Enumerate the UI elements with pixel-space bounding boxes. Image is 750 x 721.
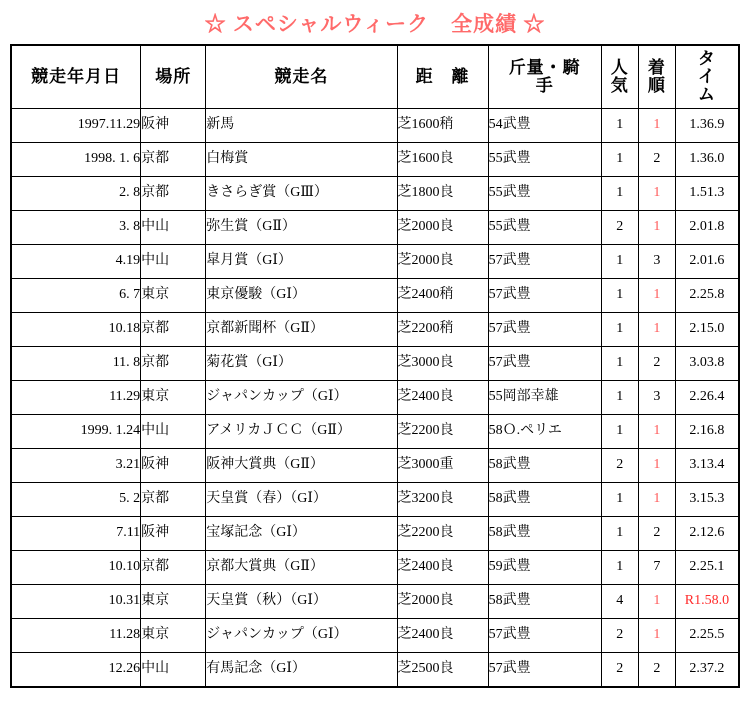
cell-finish: 2 <box>638 347 675 381</box>
cell-date: 11.28 <box>11 619 141 653</box>
table-row <box>11 483 739 517</box>
cell-race-name: 菊花賞（GⅠ） <box>206 347 397 381</box>
cell-time: 2.12.6 <box>675 517 739 551</box>
cell-finish: 1 <box>638 449 675 483</box>
cell-popularity: 1 <box>601 177 638 211</box>
cell-finish: 2 <box>638 653 675 687</box>
cell-distance: 芝2400稍 <box>397 279 488 313</box>
cell-race-name: きさらぎ賞（GⅢ） <box>206 177 397 211</box>
cell-place: 中山 <box>141 415 206 449</box>
cell-finish: 1 <box>638 279 675 313</box>
cell-distance: 芝2200稍 <box>397 313 488 347</box>
cell-popularity: 1 <box>601 381 638 415</box>
cell-place: 京都 <box>141 347 206 381</box>
cell-place: 京都 <box>141 313 206 347</box>
cell-time: 2.16.8 <box>675 415 739 449</box>
cell-place: 京都 <box>141 483 206 517</box>
cell-time: 2.25.5 <box>675 619 739 653</box>
cell-date: 7.11 <box>11 517 141 551</box>
cell-place: 中山 <box>141 653 206 687</box>
cell-place: 京都 <box>141 177 206 211</box>
cell-race-name: 阪神大賞典（GⅡ） <box>206 449 397 483</box>
cell-popularity: 1 <box>601 109 638 143</box>
popularity-char-1: 人 <box>610 58 629 78</box>
page-title: ☆ スペシャルウィーク 全成績 ☆ <box>204 12 546 36</box>
cell-weight-jockey: 59武豊 <box>488 551 601 585</box>
cell-finish: 3 <box>638 381 675 415</box>
finish-char-1: 着 <box>647 58 666 78</box>
cell-weight-jockey: 55岡部幸雄 <box>488 381 601 415</box>
cell-finish: 1 <box>638 619 675 653</box>
table-row <box>11 143 739 177</box>
cell-finish: 2 <box>638 517 675 551</box>
cell-popularity: 2 <box>601 619 638 653</box>
cell-weight-jockey: 58Ｏ.ペリエ <box>488 415 601 449</box>
cell-weight-jockey: 57武豊 <box>488 245 601 279</box>
column-header-date: 競走年月日 <box>11 45 141 109</box>
cell-race-name: 弥生賞（GⅡ） <box>206 211 397 245</box>
cell-time: 2.01.6 <box>675 245 739 279</box>
cell-weight-jockey: 55武豊 <box>488 177 601 211</box>
cell-time: 2.01.8 <box>675 211 739 245</box>
cell-date: 10.18 <box>11 313 141 347</box>
cell-popularity: 2 <box>601 449 638 483</box>
cell-popularity: 1 <box>601 551 638 585</box>
cell-distance: 芝1800良 <box>397 177 488 211</box>
cell-finish: 1 <box>638 483 675 517</box>
table-row <box>11 279 739 313</box>
cell-time: 3.03.8 <box>675 347 739 381</box>
cell-popularity: 1 <box>601 517 638 551</box>
time-char-3: ム <box>697 84 716 104</box>
popularity-char-2: 気 <box>610 76 629 95</box>
cell-time: 2.37.2 <box>675 653 739 687</box>
cell-race-name: 天皇賞（春）（GⅠ） <box>206 483 397 517</box>
table-header <box>11 45 739 109</box>
column-header-popularity <box>601 45 638 109</box>
cell-distance: 芝2400良 <box>397 551 488 585</box>
cell-popularity: 1 <box>601 347 638 381</box>
cell-date: 3.21 <box>11 449 141 483</box>
cell-distance: 芝2000良 <box>397 245 488 279</box>
cell-date: 10.10 <box>11 551 141 585</box>
cell-popularity: 1 <box>601 279 638 313</box>
cell-distance: 芝2400良 <box>397 381 488 415</box>
table-row <box>11 619 739 653</box>
cell-weight-jockey: 55武豊 <box>488 211 601 245</box>
table-row <box>11 313 739 347</box>
cell-distance: 芝2200良 <box>397 517 488 551</box>
cell-date: 4.19 <box>11 245 141 279</box>
cell-place: 阪神 <box>141 449 206 483</box>
cell-time: 2.26.4 <box>675 381 739 415</box>
cell-popularity: 1 <box>601 245 638 279</box>
cell-weight-jockey: 57武豊 <box>488 347 601 381</box>
cell-time: R1.58.0 <box>675 585 739 619</box>
table-row <box>11 551 739 585</box>
table-row <box>11 109 739 143</box>
cell-race-name: 京都大賞典（GⅡ） <box>206 551 397 585</box>
cell-time: 1.51.3 <box>675 177 739 211</box>
cell-weight-jockey: 55武豊 <box>488 143 601 177</box>
cell-place: 東京 <box>141 585 206 619</box>
cell-weight-jockey: 58武豊 <box>488 517 601 551</box>
cell-race-name: 有馬記念（GⅠ） <box>206 653 397 687</box>
cell-distance: 芝3200良 <box>397 483 488 517</box>
cell-popularity: 2 <box>601 211 638 245</box>
weight-jockey-line-1: 斤量・騎 <box>508 58 581 78</box>
cell-race-name: 白梅賞 <box>206 143 397 177</box>
cell-weight-jockey: 57武豊 <box>488 279 601 313</box>
cell-race-name: 天皇賞（秋）（GⅠ） <box>206 585 397 619</box>
cell-place: 中山 <box>141 211 206 245</box>
cell-finish: 1 <box>638 109 675 143</box>
cell-place: 東京 <box>141 619 206 653</box>
cell-weight-jockey: 58武豊 <box>488 585 601 619</box>
cell-date: 1999. 1.24 <box>11 415 141 449</box>
cell-distance: 芝3000重 <box>397 449 488 483</box>
cell-time: 2.25.1 <box>675 551 739 585</box>
column-header-time <box>675 45 739 109</box>
cell-popularity: 1 <box>601 483 638 517</box>
cell-date: 5. 2 <box>11 483 141 517</box>
column-header-place: 場所 <box>141 45 206 109</box>
cell-distance: 芝1600良 <box>397 143 488 177</box>
table-row <box>11 245 739 279</box>
cell-race-name: アメリカＪＣＣ（GⅡ） <box>206 415 397 449</box>
cell-distance: 芝2000良 <box>397 585 488 619</box>
cell-distance: 芝2200良 <box>397 415 488 449</box>
cell-race-name: 東京優駿（GⅠ） <box>206 279 397 313</box>
table-row <box>11 211 739 245</box>
cell-date: 3. 8 <box>11 211 141 245</box>
race-results-table <box>10 44 740 688</box>
cell-time: 3.15.3 <box>675 483 739 517</box>
time-char-2: イ <box>697 67 716 87</box>
cell-popularity: 1 <box>601 415 638 449</box>
cell-place: 京都 <box>141 143 206 177</box>
cell-popularity: 1 <box>601 313 638 347</box>
cell-popularity: 4 <box>601 585 638 619</box>
table-row <box>11 415 739 449</box>
cell-time: 2.15.0 <box>675 313 739 347</box>
cell-date: 1997.11.29 <box>11 109 141 143</box>
cell-date: 1998. 1. 6 <box>11 143 141 177</box>
cell-date: 11. 8 <box>11 347 141 381</box>
cell-distance: 芝2500良 <box>397 653 488 687</box>
table-row <box>11 585 739 619</box>
cell-weight-jockey: 57武豊 <box>488 619 601 653</box>
cell-date: 10.31 <box>11 585 141 619</box>
results-table-container <box>0 44 750 688</box>
cell-race-name: ジャパンカップ（GⅠ） <box>206 619 397 653</box>
cell-popularity: 1 <box>601 143 638 177</box>
cell-place: 中山 <box>141 245 206 279</box>
table-row <box>11 347 739 381</box>
table-row <box>11 517 739 551</box>
cell-weight-jockey: 54武豊 <box>488 109 601 143</box>
cell-distance: 芝2000良 <box>397 211 488 245</box>
cell-date: 6. 7 <box>11 279 141 313</box>
cell-popularity: 2 <box>601 653 638 687</box>
cell-weight-jockey: 57武豊 <box>488 653 601 687</box>
cell-race-name: ジャパンカップ（GⅠ） <box>206 381 397 415</box>
time-char-1: タ <box>697 49 716 69</box>
cell-race-name: 宝塚記念（GⅠ） <box>206 517 397 551</box>
cell-race-name: 皐月賞（GⅠ） <box>206 245 397 279</box>
cell-date: 11.29 <box>11 381 141 415</box>
cell-place: 東京 <box>141 279 206 313</box>
finish-char-2: 順 <box>647 76 666 95</box>
cell-time: 2.25.8 <box>675 279 739 313</box>
column-header-weight-jockey <box>488 45 601 109</box>
cell-finish: 1 <box>638 415 675 449</box>
cell-finish: 3 <box>638 245 675 279</box>
header-row <box>11 45 739 109</box>
cell-distance: 芝2400良 <box>397 619 488 653</box>
cell-weight-jockey: 57武豊 <box>488 313 601 347</box>
table-row <box>11 177 739 211</box>
cell-weight-jockey: 58武豊 <box>488 483 601 517</box>
cell-place: 阪神 <box>141 109 206 143</box>
cell-time: 1.36.9 <box>675 109 739 143</box>
cell-finish: 2 <box>638 143 675 177</box>
table-row <box>11 381 739 415</box>
cell-time: 3.13.4 <box>675 449 739 483</box>
cell-distance: 芝1600稍 <box>397 109 488 143</box>
cell-finish: 1 <box>638 211 675 245</box>
cell-finish: 1 <box>638 177 675 211</box>
cell-finish: 1 <box>638 313 675 347</box>
weight-jockey-line-2: 手 <box>535 76 554 95</box>
cell-place: 東京 <box>141 381 206 415</box>
cell-time: 1.36.0 <box>675 143 739 177</box>
table-body <box>11 109 739 687</box>
cell-place: 阪神 <box>141 517 206 551</box>
cell-date: 2. 8 <box>11 177 141 211</box>
column-header-finish <box>638 45 675 109</box>
cell-weight-jockey: 58武豊 <box>488 449 601 483</box>
cell-distance: 芝3000良 <box>397 347 488 381</box>
table-row <box>11 449 739 483</box>
cell-race-name: 京都新聞杯（GⅡ） <box>206 313 397 347</box>
cell-race-name: 新馬 <box>206 109 397 143</box>
column-header-distance: 距 離 <box>397 45 488 109</box>
table-row <box>11 653 739 687</box>
cell-date: 12.26 <box>11 653 141 687</box>
column-header-race-name: 競走名 <box>206 45 397 109</box>
cell-place: 京都 <box>141 551 206 585</box>
cell-finish: 1 <box>638 585 675 619</box>
cell-finish: 7 <box>638 551 675 585</box>
